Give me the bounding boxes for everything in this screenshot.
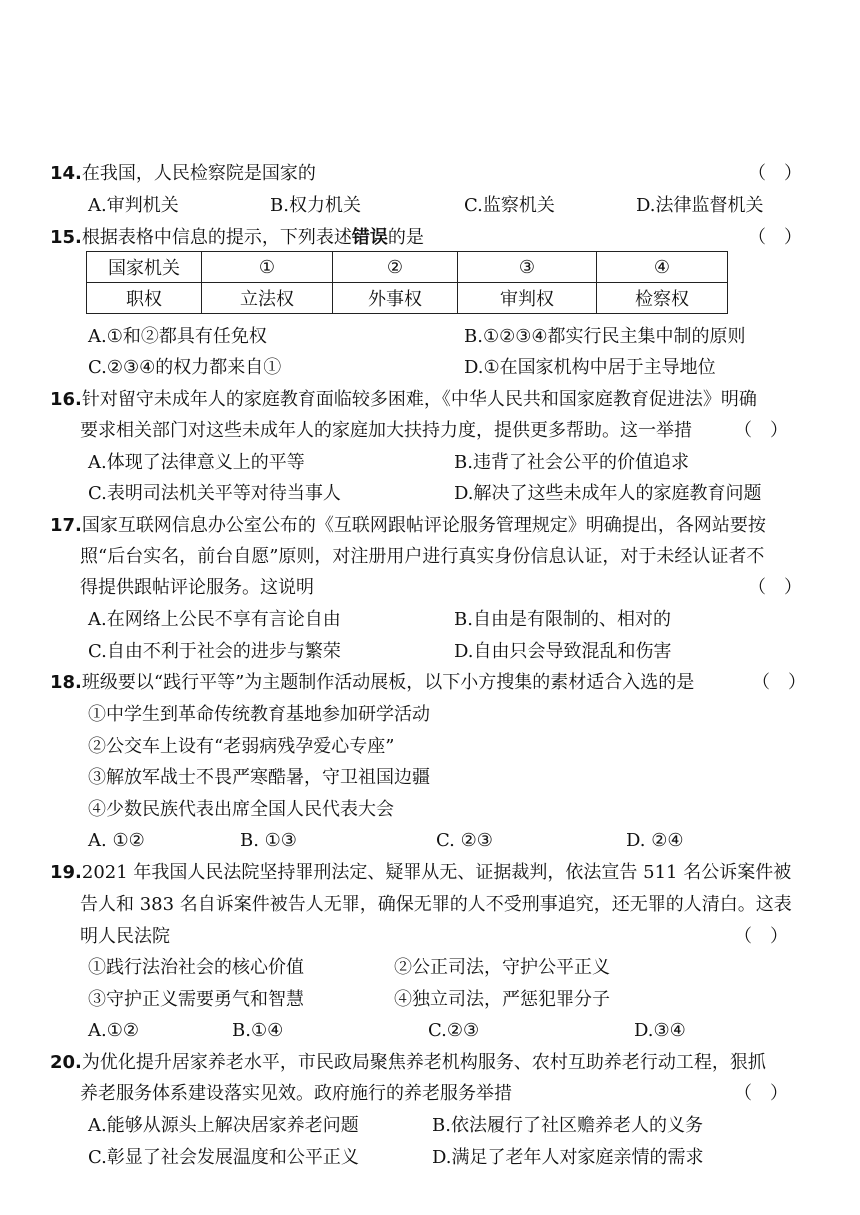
question-19-stem-cont: 明人民法院 bbox=[80, 926, 170, 947]
option-d: D.满足了老年人对家庭亲情的需求 bbox=[432, 1147, 704, 1168]
answer-paren: （ ） bbox=[752, 672, 806, 693]
option-d: D.解决了这些未成年人的家庭教育问题 bbox=[454, 483, 762, 504]
option-c: C.表明司法机关平等对待当事人 bbox=[88, 483, 341, 504]
statement-4: ④独立司法，严惩犯罪分子 bbox=[394, 989, 610, 1010]
option-b: B.权力机关 bbox=[270, 195, 361, 216]
option-b: B.违背了社会公平的价值追求 bbox=[454, 452, 689, 473]
question-17-stem-cont: 得提供跟帖评论服务。这说明 bbox=[80, 577, 314, 598]
question-16-stem-cont: 要求相关部门对这些未成年人的家庭加大扶持力度，提供更多帮助。这一举措 bbox=[80, 420, 692, 441]
answer-paren: （ ） bbox=[748, 227, 802, 248]
question-17-stem-cont: 照“后台实名，前台自愿”原则，对注册用户进行真实身份信息认证，对于未经认证者不 bbox=[80, 546, 765, 567]
question-16-stem: 16.针对留守未成年人的家庭教育面临较多困难，《中华人民共和国家庭教育促进法》明确 bbox=[50, 389, 757, 410]
question-15-stem: 15.根据表格中信息的提示，下列表述错误的是 bbox=[50, 227, 424, 248]
table-cell: 职权 bbox=[87, 283, 202, 314]
table-cell: 立法权 bbox=[202, 283, 333, 314]
option-c: C.彰显了社会发展温度和公平正义 bbox=[88, 1147, 359, 1168]
option-a: A.审判机关 bbox=[88, 195, 179, 216]
option-b: B.①②③④都实行民主集中制的原则 bbox=[464, 326, 746, 347]
table-cell: ④ bbox=[597, 252, 728, 283]
statement-2: ②公交车上设有“老弱病残孕爱心专座” bbox=[88, 736, 395, 757]
question-number: 17. bbox=[50, 515, 82, 536]
option-a: A.①② bbox=[88, 1020, 139, 1041]
question-number: 15. bbox=[50, 227, 82, 248]
statement-2: ②公正司法，守护公平正义 bbox=[394, 957, 610, 978]
table-cell: 检察权 bbox=[597, 283, 728, 314]
answer-paren: （ ） bbox=[734, 420, 788, 441]
option-a: A.在网络上公民不享有言论自由 bbox=[88, 609, 341, 630]
question-number: 19. bbox=[50, 862, 82, 883]
question-14-stem: 14.在我国，人民检察院是国家的 bbox=[50, 163, 316, 184]
question-19-stem: 19.2021 年我国人民法院坚持罪刑法定、疑罪从无、证据裁判，依法宣告 511 名公诉案件被 bbox=[50, 862, 792, 883]
option-a: A. ①② bbox=[88, 830, 145, 851]
table-cell: 国家机关 bbox=[87, 252, 202, 283]
statement-1: ①践行法治社会的核心价值 bbox=[88, 957, 304, 978]
option-b: B.①④ bbox=[232, 1020, 284, 1041]
answer-paren: （ ） bbox=[734, 926, 788, 947]
statement-3: ③解放军战士不畏严寒酷暑，守卫祖国边疆 bbox=[88, 767, 430, 788]
option-d: D.①在国家机构中居于主导地位 bbox=[464, 357, 716, 378]
table-cell: 审判权 bbox=[458, 283, 597, 314]
question-19-stem-cont: 告人和 383 名自诉案件被告人无罪，确保无罪的人不受刑事追究，还无罪的人清白。这表 bbox=[80, 894, 792, 915]
answer-paren: （ ） bbox=[748, 163, 802, 184]
statement-4: ④少数民族代表出席全国人民代表大会 bbox=[88, 799, 394, 820]
option-a: A.体现了法律意义上的平等 bbox=[88, 452, 305, 473]
table-cell: ② bbox=[333, 252, 458, 283]
question-number: 20. bbox=[50, 1052, 82, 1073]
option-d: D.③④ bbox=[634, 1020, 686, 1041]
table-row bbox=[87, 283, 728, 314]
emphasis-text: 错误 bbox=[351, 227, 388, 248]
statement-1: ①中学生到革命传统教育基地参加研学活动 bbox=[88, 704, 430, 725]
option-b: B.自由是有限制的、相对的 bbox=[454, 609, 671, 630]
option-b: B. ①③ bbox=[240, 830, 297, 851]
question-17-stem: 17.国家互联网信息办公室公布的《互联网跟帖评论服务管理规定》明确提出，各网站要按 bbox=[50, 515, 766, 536]
option-c: C.自由不利于社会的进步与繁荣 bbox=[88, 641, 341, 662]
table-cell: ① bbox=[202, 252, 333, 283]
option-d: D.自由只会导致混乱和伤害 bbox=[454, 641, 672, 662]
option-d: D. ②④ bbox=[626, 830, 684, 851]
option-c: C.②③ bbox=[428, 1020, 480, 1041]
question-20-stem-cont: 养老服务体系建设落实见效。政府施行的养老服务举措 bbox=[80, 1083, 512, 1104]
answer-paren: （ ） bbox=[734, 1083, 788, 1104]
option-d: D.法律监督机关 bbox=[636, 195, 764, 216]
question-20-stem: 20.为优化提升居家养老水平，市民政局聚焦养老机构服务、农村互助养老行动工程，狠抓 bbox=[50, 1052, 766, 1073]
option-c: C. ②③ bbox=[436, 830, 493, 851]
answer-paren: （ ） bbox=[748, 577, 802, 598]
option-a: A.①和②都具有任免权 bbox=[88, 326, 267, 347]
authority-table bbox=[86, 251, 728, 314]
question-18-stem: 18.班级要以“践行平等”为主题制作活动展板，以下小方搜集的素材适合入选的是 bbox=[50, 672, 695, 693]
question-number: 16. bbox=[50, 389, 82, 410]
statement-3: ③守护正义需要勇气和智慧 bbox=[88, 989, 304, 1010]
question-number: 18. bbox=[50, 672, 82, 693]
option-c: C.②③④的权力都来自① bbox=[88, 357, 282, 378]
table-row bbox=[87, 252, 728, 283]
option-c: C.监察机关 bbox=[464, 195, 555, 216]
option-b: B.依法履行了社区赡养老人的义务 bbox=[432, 1115, 703, 1136]
question-number: 14. bbox=[50, 163, 82, 184]
table-cell: ③ bbox=[458, 252, 597, 283]
option-a: A.能够从源头上解决居家养老问题 bbox=[88, 1115, 359, 1136]
table-cell: 外事权 bbox=[333, 283, 458, 314]
